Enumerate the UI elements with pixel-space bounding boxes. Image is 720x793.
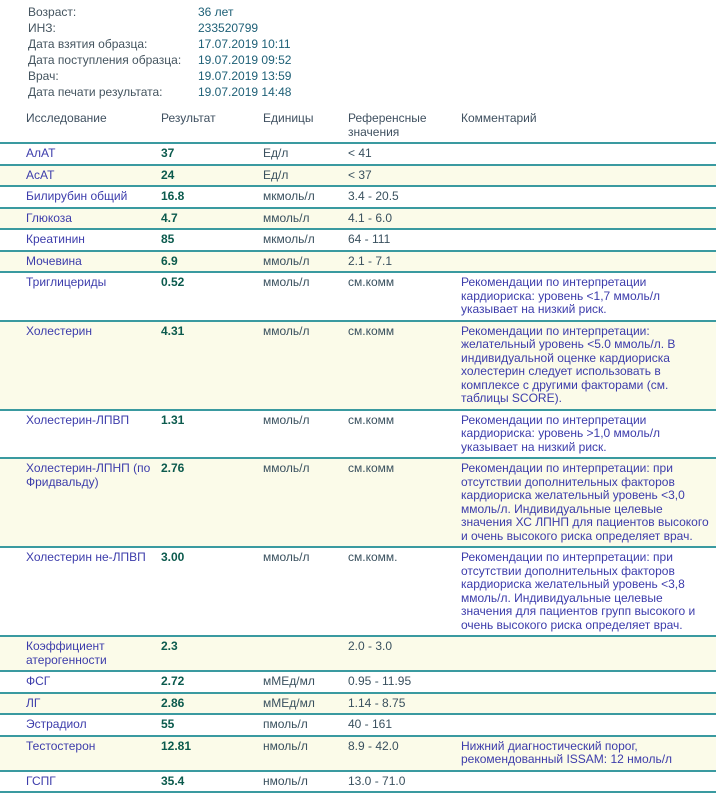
test-units: пмоль/л [263, 714, 348, 736]
test-reference: 13.0 - 71.0 [348, 771, 461, 793]
test-reference: < 41 [348, 143, 461, 165]
info-value: 233520799 [198, 21, 259, 35]
test-result: 55 [161, 714, 263, 736]
table-row [0, 208, 716, 230]
test-comment [461, 671, 716, 693]
test-reference: < 37 [348, 165, 461, 187]
test-name: Эстрадиол [0, 714, 161, 736]
test-name: АсАТ [0, 165, 161, 187]
test-reference: 64 - 111 [348, 229, 461, 251]
test-result: 4.7 [161, 208, 263, 230]
table-row [0, 636, 716, 671]
test-result: 37 [161, 143, 263, 165]
test-reference: 0.95 - 11.95 [348, 671, 461, 693]
test-reference: 4.1 - 6.0 [348, 208, 461, 230]
table-row [0, 143, 716, 165]
test-comment [461, 636, 716, 671]
test-comment: Рекомендации по интерпретации: при отсутствии дополнительных факторов кардиориска желательный уровень <3,0 ммоль/л. Индивидуальные целевые значения ХС ЛПНП для пациентов высокого и очень высокого риска определяет врач. [461, 458, 716, 547]
test-result: 0.52 [161, 272, 263, 321]
test-units: ммоль/л [263, 410, 348, 459]
test-units: нмоль/л [263, 736, 348, 771]
col-header-test: Исследование [0, 108, 161, 143]
test-comment [461, 186, 716, 208]
info-row [28, 36, 720, 52]
col-header-reference: Референсные значения [348, 108, 461, 143]
test-name: Креатинин [0, 229, 161, 251]
table-row [0, 693, 716, 715]
test-comment [461, 771, 716, 793]
test-units: нмоль/л [263, 771, 348, 793]
info-row [28, 20, 720, 36]
test-units: Ед/л [263, 165, 348, 187]
test-comment [461, 693, 716, 715]
test-comment [461, 251, 716, 273]
info-value: 17.07.2019 10:11 [198, 37, 291, 51]
test-comment [461, 143, 716, 165]
table-row [0, 771, 716, 793]
test-units: ммоль/л [263, 547, 348, 636]
test-units: ммоль/л [263, 251, 348, 273]
test-comment: Рекомендации по интерпретации: желательный уровень <5.0 ммоль/л. В индивидуальной оценке кардиориска холестерин следует использовать в комплексе с другими факторами (см. таблицы SCORE). [461, 321, 716, 410]
table-row [0, 229, 716, 251]
test-name: Тестостерон [0, 736, 161, 771]
test-name: Билирубин общий [0, 186, 161, 208]
info-label: Возраст: [28, 5, 77, 19]
table-header-row [0, 108, 716, 143]
test-name: Мочевина [0, 251, 161, 273]
test-reference: см.комм [348, 272, 461, 321]
test-reference: 2.1 - 7.1 [348, 251, 461, 273]
test-reference: см.комм [348, 410, 461, 459]
test-comment [461, 208, 716, 230]
test-name: ГСПГ [0, 771, 161, 793]
test-units: ммоль/л [263, 458, 348, 547]
table-row [0, 458, 716, 547]
test-result: 24 [161, 165, 263, 187]
test-units: мкмоль/л [263, 186, 348, 208]
info-value: 19.07.2019 14:48 [198, 85, 292, 99]
info-row [28, 84, 720, 100]
test-comment: Нижний диагностический порог, рекомендованный ISSAM: 12 нмоль/л [461, 736, 716, 771]
test-result: 1.31 [161, 410, 263, 459]
test-units: ммоль/л [263, 272, 348, 321]
test-name: Триглицериды [0, 272, 161, 321]
test-reference: 2.0 - 3.0 [348, 636, 461, 671]
test-units: ммоль/л [263, 208, 348, 230]
table-row [0, 410, 716, 459]
test-name: АлАТ [0, 143, 161, 165]
table-row [0, 321, 716, 410]
info-row [28, 68, 720, 84]
test-name: ФСГ [0, 671, 161, 693]
test-reference: см.комм [348, 321, 461, 410]
table-row [0, 547, 716, 636]
info-value: 19.07.2019 13:59 [198, 69, 292, 83]
test-result: 4.31 [161, 321, 263, 410]
test-result: 6.9 [161, 251, 263, 273]
test-units: мМЕд/мл [263, 693, 348, 715]
test-units: ммоль/л [263, 321, 348, 410]
test-units: мМЕд/мл [263, 671, 348, 693]
patient-info-block [0, 0, 720, 100]
test-name: ЛГ [0, 693, 161, 715]
test-result: 2.72 [161, 671, 263, 693]
table-row [0, 714, 716, 736]
table-row [0, 671, 716, 693]
info-row [28, 52, 720, 68]
test-comment: Рекомендации по интерпретации кардиориска: уровень <1,7 ммоль/л указывает на низкий риск. [461, 272, 716, 321]
test-result: 3.00 [161, 547, 263, 636]
test-result: 2.3 [161, 636, 263, 671]
info-label: Дата взятия образца: [28, 37, 148, 51]
test-result: 16.8 [161, 186, 263, 208]
test-name: Холестерин не-ЛПВП [0, 547, 161, 636]
info-label: ИНЗ: [28, 21, 56, 35]
info-label: Врач: [28, 69, 59, 83]
test-name: Холестерин [0, 321, 161, 410]
test-units: Ед/л [263, 143, 348, 165]
test-reference: см.комм. [348, 547, 461, 636]
table-row [0, 251, 716, 273]
test-result: 12.81 [161, 736, 263, 771]
col-header-units: Единицы [263, 108, 348, 143]
test-comment [461, 165, 716, 187]
info-row [28, 4, 720, 20]
test-result: 2.76 [161, 458, 263, 547]
results-table [0, 108, 716, 793]
test-result: 2.86 [161, 693, 263, 715]
test-reference: 8.9 - 42.0 [348, 736, 461, 771]
test-name: Холестерин-ЛПВП [0, 410, 161, 459]
test-result: 85 [161, 229, 263, 251]
results-table-body [0, 143, 716, 792]
col-header-result: Результат [161, 108, 263, 143]
test-units: мкмоль/л [263, 229, 348, 251]
test-name: Коэффициент атерогенности [0, 636, 161, 671]
info-label: Дата поступления образца: [28, 53, 182, 67]
table-row [0, 272, 716, 321]
test-reference: 40 - 161 [348, 714, 461, 736]
test-reference: 3.4 - 20.5 [348, 186, 461, 208]
test-reference: 1.14 - 8.75 [348, 693, 461, 715]
test-comment: Рекомендации по интерпретации: при отсутствии дополнительных факторов кардиориска желательный уровень <3,8 ммоль/л. Индивидуальные целевые значения для пациентов групп высокого и очень высокого риска определяет врач. [461, 547, 716, 636]
test-name: Холестерин-ЛПНП (по Фридвальду) [0, 458, 161, 547]
table-row [0, 165, 716, 187]
info-value: 36 лет [198, 5, 234, 19]
test-reference: см.комм [348, 458, 461, 547]
table-row [0, 736, 716, 771]
test-units [263, 636, 348, 671]
test-comment [461, 229, 716, 251]
test-comment: Рекомендации по интерпретации кардиориска: уровень >1,0 ммоль/л указывает на низкий риск. [461, 410, 716, 459]
table-row [0, 186, 716, 208]
test-result: 35.4 [161, 771, 263, 793]
col-header-comment: Комментарий [461, 108, 716, 143]
info-label: Дата печати результата: [28, 85, 163, 99]
test-name: Глюкоза [0, 208, 161, 230]
test-comment [461, 714, 716, 736]
info-value: 19.07.2019 09:52 [198, 53, 292, 67]
